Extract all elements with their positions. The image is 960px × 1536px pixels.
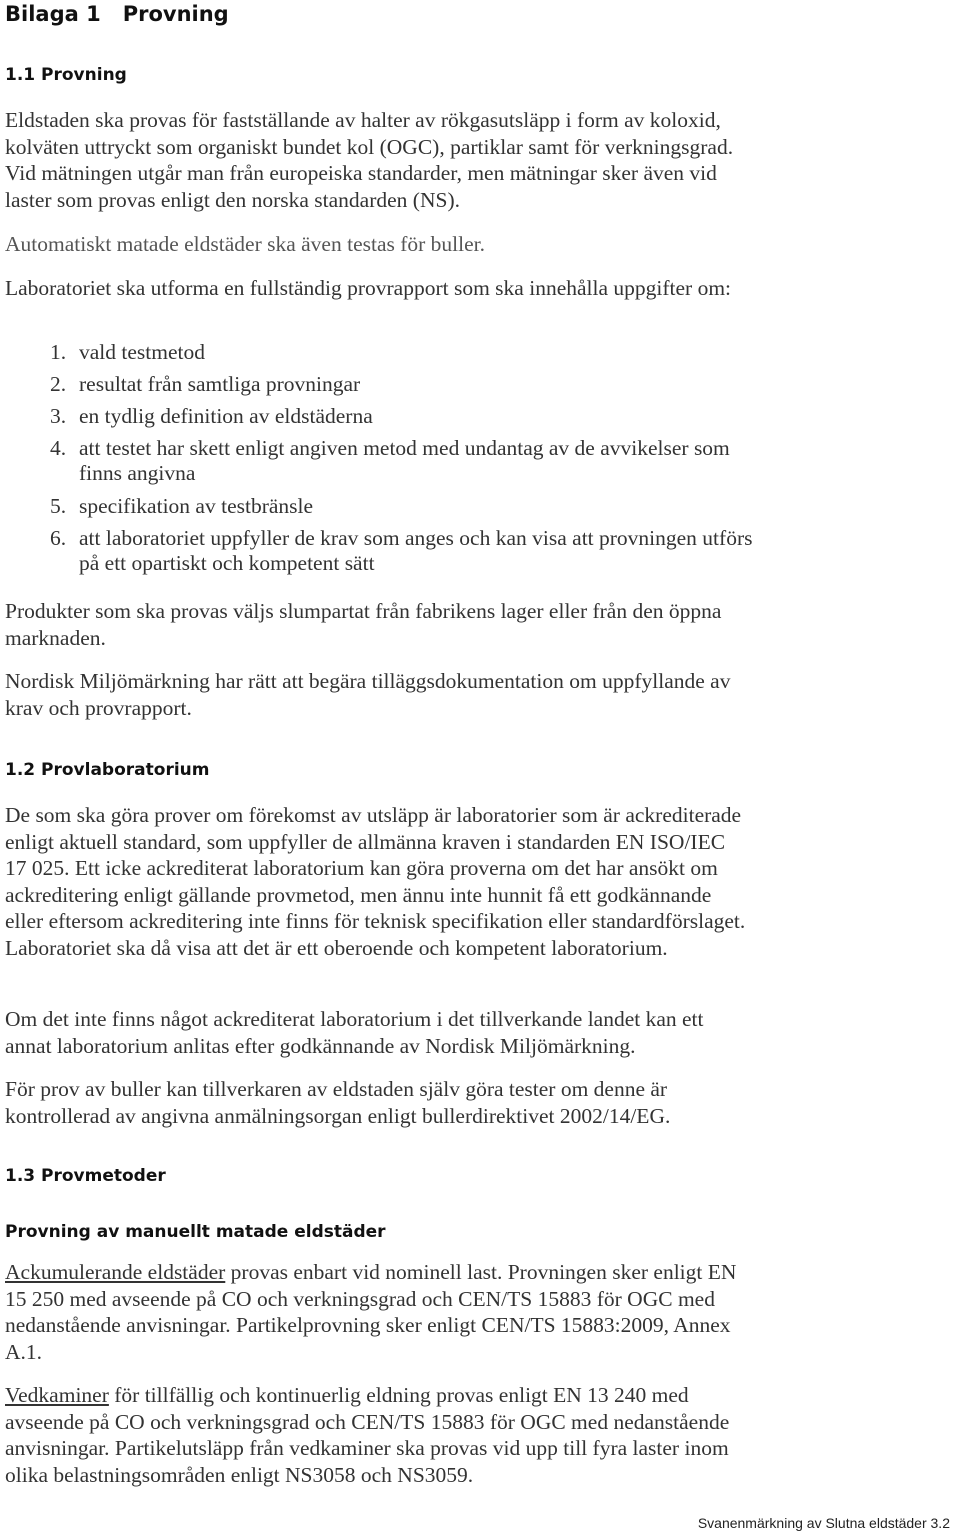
list-item: 6. att laboratoriet uppfyller de krav som anges och kan visa att provningen utförs på ett opartiskt och kompetent sätt [50,526,753,575]
paragraph-noise-testing: För prov av buller kan tillverkaren av eldstaden själv göra tester om denne är kontrollerad av angivna anmälningsorgan enligt bullerdirektivet 2002/14/EG. [5,1077,671,1128]
paragraph-sampling: Produkter som ska provas väljs slumpartat från fabrikens lager eller från den öppna marknaden. [5,599,722,650]
appendix-label: Bilaga 1 [5,2,101,26]
term-wood-stoves: Vedkaminer [5,1383,109,1407]
appendix-title: Provning [122,2,229,26]
subheading-manual-stoves: Provning av manuellt matade eldstäder [5,1222,386,1242]
paragraph-wood-stoves: Vedkaminer för tillfällig och kontinuerlig eldning provas enligt EN 13 240 med avseende på CO och verkningsgrad och CEN/TS 15883 för OGC med nedanstående anvisningar. Partikelutsläpp från vedkaminer ska provas vid upp till fyra laster inom olika belastningsområden enligt NS3058 och NS3059. [5,1383,730,1487]
list-item: 3. en tydlig definition av eldstäderna [50,404,373,428]
list-item: 4. att testet har skett enligt angiven metod med undantag av de avvikelser som finns angivna [50,436,730,485]
section-heading-1-3: 1.3 Provmetoder [5,1166,166,1186]
paragraph-emissions: Eldstaden ska provas för fastställande av halter av rökgasutsläpp i form av koloxid, kolväten uttryckt som organiskt bundet kol (OGC), partiklar samt för verkningsgrad. Vid mätningen utgår man från europeiska standarder, men mätningar sker även vid laster som provas enligt den norska standarden (NS). [5,108,734,212]
term-accumulating-stoves: Ackumulerande eldstäder [5,1260,226,1284]
paragraph-accreditation: De som ska göra prover om förekomst av utsläpp är laboratorier som är ackrediterade enligt aktuell standard, som uppfyller de allmänna kraven i standarden EN ISO/IEC 17 025. Ett icke ackrediterat laboratorium kan göra proverna om det har ansökt om ackreditering enligt gällande provmetod, men ännu inte hunnit få ett godkännande eller eftersom ackreditering inte finns för teknisk specifikation eller standardförslaget. Laboratoriet ska då visa att det är ett oberoende och kompetent laboratorium. [5,803,746,960]
list-item: 5. specifikation av testbränsle [50,494,314,518]
list-item: 1. vald testmetod [50,340,205,364]
list-item: 2. resultat från samtliga provningar [50,372,361,396]
paragraph-report-intro: Laboratoriet ska utforma en fullständig provrapport som ska innehålla uppgifter om: [5,276,732,300]
paragraph-accumulating-stoves: Ackumulerande eldstäder provas enbart vid nominell last. Provningen sker enligt EN 15 250 med avseende på CO och verkningsgrad och CEN/TS 15883 för OGC med nedanstående anvisningar. Partikelprovning sker enligt CEN/TS 15883:2009, Annex A.1. [5,1260,737,1364]
page-title [5,2,229,26]
section-heading-1-2: 1.2 Provlaboratorium [5,760,210,780]
paragraph-documentation: Nordisk Miljömärkning har rätt att begära tilläggsdokumentation om uppfyllande av krav och provrapport. [5,669,731,720]
report-requirements-list [50,340,770,576]
section-heading-1-1: 1.1 Provning [5,65,127,85]
page-footer: Svanenmärkning av Slutna eldstäder 3.2 [697,1515,950,1531]
paragraph-foreign-lab: Om det inte finns något ackrediterat laboratorium i det tillverkande landet kan ett annat laboratorium anlitas efter godkännande av Nordisk Miljömärkning. [5,1007,704,1058]
paragraph-noise: Automatiskt matade eldstäder ska även testas för buller. [5,232,486,256]
